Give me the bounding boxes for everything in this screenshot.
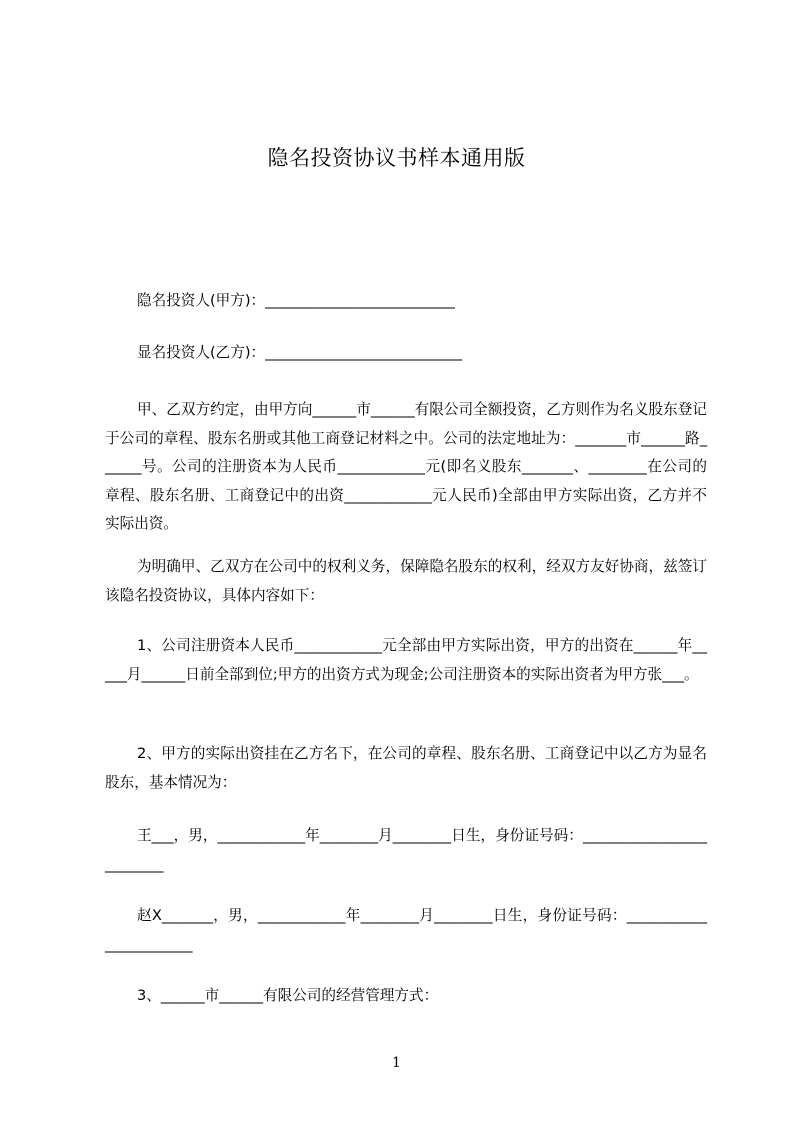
party-a-line: 隐名投资人(甲方)：__________________________ [137,292,455,309]
agreement-paragraph: 甲、乙双方约定，由甲方向______市______有限公司全额投资，乙方则作为名义股东登记于公司的章程、股东名册或其他工商登记材料之中。公司的法定地址为：_______市______路______号。公司的注册资本为人民币____________元(即名义股东_______、________在公司的章程、股东名册、工商登记中的出资____________元人民币)全部由甲方实际出资，乙方并不实际出资。 [105,401,707,532]
document-title: 隐名投资协议书样本通用版 [267,146,526,170]
party-b-line: 显名投资人(乙方)：___________________________ [137,344,463,361]
shareholder-zhao-line: 赵X_______，男，____________年________月________日生，身份证号码：_______________________ [105,907,707,953]
purpose-paragraph: 为明确甲、乙双方在公司中的权利义务，保障隐名股东的权利，经双方友好协商，兹签订该隐名投资协议，具体内容如下： [105,558,707,604]
shareholder-wang-line: 王___，男，____________年________月________日生，身份证号码：_________________________ [105,827,707,873]
clause-2-paragraph: 2、甲方的实际出资挂在乙方名下，在公司的章程、股东名册、工商登记中以乙方为显名股东，基本情况为： [105,745,707,791]
clause-3-paragraph: 3、______市______有限公司的经营管理方式： [137,987,439,1004]
page-number: 1 [392,1055,401,1071]
clause-1-paragraph: 1、公司注册资本人民币____________元全部由甲方实际出资，甲方的出资在______年_____月______日前全部到位;甲方的出资方式为现金;公司注册资本的实际出资者为甲方张___。 [105,637,707,683]
